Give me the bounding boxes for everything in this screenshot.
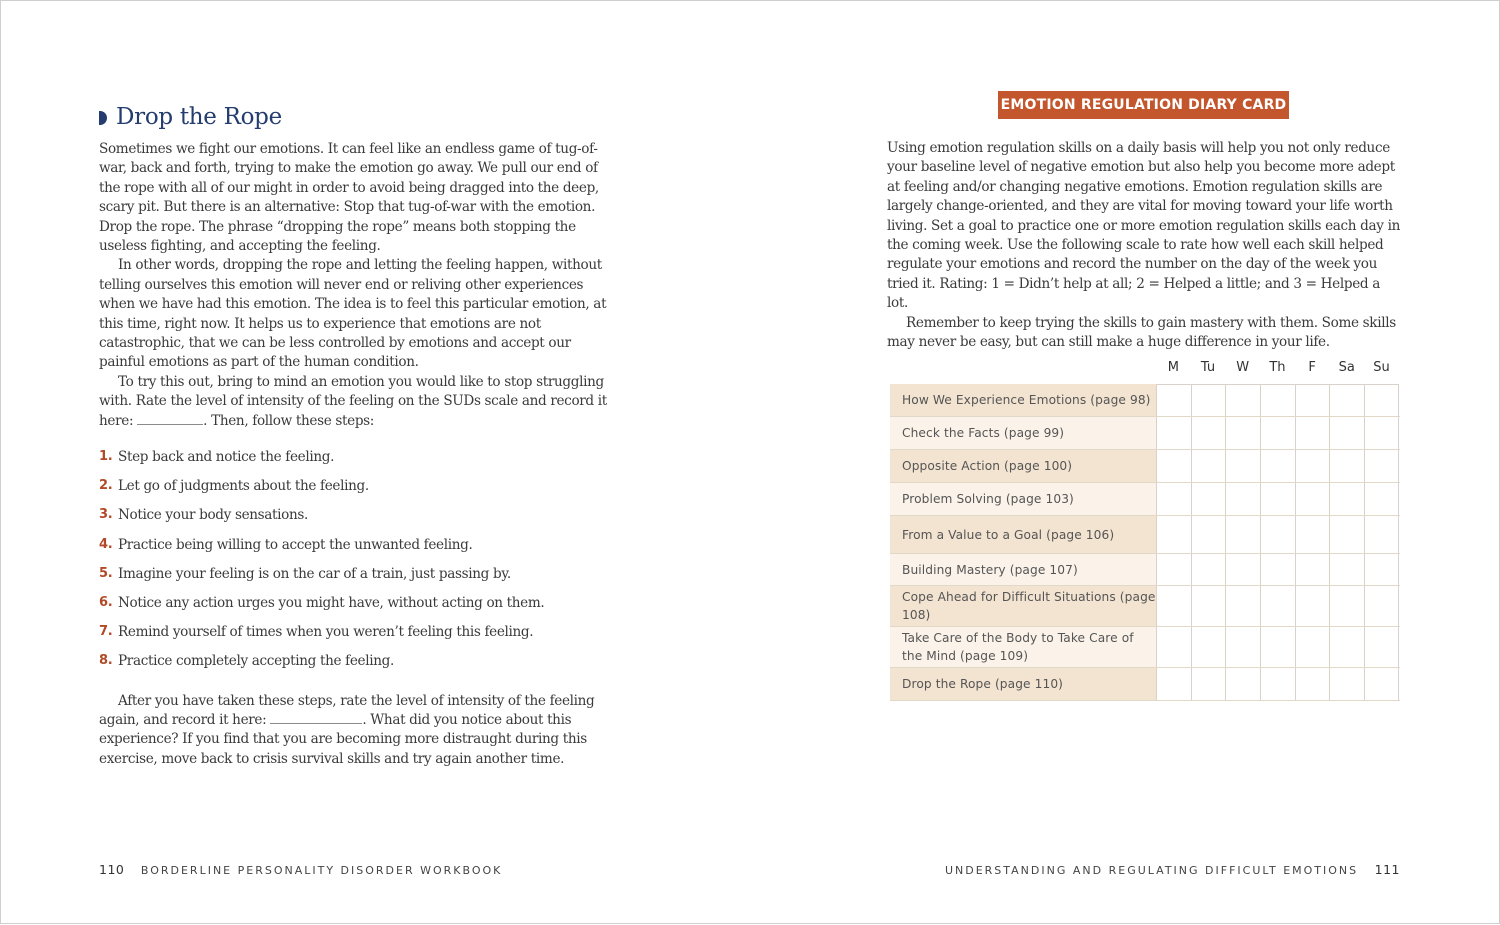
rating-cell[interactable]	[1225, 668, 1260, 700]
intro-paragraph: Sometimes we fight our emotions. It can feel like an endless game of tug-of-war, back and forth, trying to make the emotion go away. We pull our end of the rope with all of our might in order to avoid being dragged into the deep, scary pit. But there is an alternative: Stop that tug-of-war with the emotion. Drop the rope. The phrase “dropping the rope” means both stopping the useless fighting, and accepting the feeling.	[99, 141, 599, 255]
rating-cell[interactable]	[1295, 516, 1330, 553]
table-row	[890, 483, 1400, 516]
rating-cell[interactable]	[1364, 668, 1399, 700]
rating-cell[interactable]	[1260, 627, 1295, 667]
page-number: 110	[99, 862, 125, 877]
diary-intro-paragraph: Using emotion regulation skills on a daily basis will help you not only reduce your baseline level of negative emotion but also help you become more adept at feeling and/or changing negative emotions. Emotion regulation skills are largely change-oriented, and they are vital for moving toward your life worth living. Set a goal to practice one or more emotion regulation skills each day in the coming week. Use the following scale to rate how well each skill helped regulate your emotions and record the number on the day of the week you tried it. Rating: 1 = Didn’t help at all; 2 = Helped a little; and 3 = Helped a lot.	[887, 140, 1400, 312]
list-item	[99, 566, 614, 595]
followup-text-end: . What did you notice about this experience? If you find that you are becoming more distraught during this exercise, move back to crisis survival skills and try again another time.	[99, 712, 587, 767]
running-title: UNDERSTANDING AND REGULATING DIFFICULT EMOTIONS	[944, 864, 1359, 877]
list-item	[99, 478, 614, 507]
rating-cell[interactable]	[1260, 554, 1295, 585]
rating-cell[interactable]	[1364, 483, 1399, 515]
rating-cell[interactable]	[1156, 668, 1191, 700]
rating-cell[interactable]	[1191, 586, 1226, 626]
rating-cell[interactable]	[1225, 586, 1260, 626]
instruction-paragraph	[99, 373, 614, 431]
step-text: Remind yourself of times when you weren’t feeling this feeling.	[118, 624, 534, 641]
rating-cell[interactable]	[1329, 586, 1364, 626]
rating-cell[interactable]	[1191, 516, 1226, 553]
rating-cell[interactable]	[1329, 483, 1364, 515]
rating-cell[interactable]	[1260, 417, 1295, 449]
step-number: 1.	[99, 449, 113, 465]
diary-card-badge: EMOTION REGULATION DIARY CARD	[998, 91, 1289, 119]
step-text: Imagine your feeling is on the car of a train, just passing by.	[118, 565, 511, 582]
step-text: Let go of judgments about the feeling.	[118, 478, 369, 495]
rating-cell[interactable]	[1364, 586, 1399, 626]
step-number: 6.	[99, 595, 113, 611]
half-circle-bullet-icon	[99, 111, 107, 125]
intensity-record-blank	[270, 711, 362, 724]
diary-card-table	[890, 384, 1400, 701]
step-number: 5.	[99, 565, 113, 581]
rating-cell[interactable]	[1295, 554, 1330, 585]
rating-cell[interactable]	[1156, 483, 1191, 515]
rating-cell[interactable]	[1225, 450, 1260, 482]
rating-cell[interactable]	[1364, 516, 1399, 553]
list-item	[99, 537, 614, 566]
left-footer	[99, 862, 502, 877]
steps-list	[99, 449, 614, 683]
table-row	[890, 554, 1400, 586]
rating-cell[interactable]	[1191, 554, 1226, 585]
rating-cell[interactable]	[1225, 516, 1260, 553]
table-row	[890, 516, 1400, 554]
day-header: Sa	[1338, 360, 1355, 375]
rating-cell[interactable]	[1191, 627, 1226, 667]
day-header: M	[1167, 360, 1179, 375]
rating-cell[interactable]	[1329, 384, 1364, 416]
rating-cell[interactable]	[1295, 384, 1330, 416]
rating-cell[interactable]	[1260, 483, 1295, 515]
right-footer	[945, 862, 1400, 877]
table-row	[890, 627, 1400, 668]
rating-cell[interactable]	[1295, 668, 1330, 700]
step-number: 4.	[99, 536, 113, 552]
list-item	[99, 449, 614, 478]
followup-paragraph	[99, 692, 614, 770]
rating-cell[interactable]	[1156, 554, 1191, 585]
rating-cell[interactable]	[1225, 554, 1260, 585]
instruction-text: To try this out, bring to mind an emotion you would like to stop struggling with. Rate the level of intensity of the feeling on the SUDs scale and record it here:	[99, 373, 607, 429]
list-item	[99, 653, 614, 682]
rating-cell[interactable]	[1225, 417, 1260, 449]
rating-cell[interactable]	[1329, 668, 1364, 700]
skill-name: Cope Ahead for Difficult Situations (page 108)	[890, 586, 1156, 626]
section-heading	[99, 100, 614, 134]
page-number: 111	[1374, 862, 1400, 877]
table-row	[890, 668, 1400, 701]
step-number: 8.	[99, 653, 113, 669]
rating-cell[interactable]	[1364, 384, 1399, 416]
right-page	[887, 139, 1402, 352]
rating-cell[interactable]	[1156, 450, 1191, 482]
rating-cell[interactable]	[1364, 450, 1399, 482]
followup-text: After you have taken these steps, rate the level of intensity of the feeling again, and record it here:	[99, 692, 595, 728]
rating-cell[interactable]	[1156, 586, 1191, 626]
rating-cell[interactable]	[1191, 668, 1226, 700]
rating-cell[interactable]	[1191, 384, 1226, 416]
table-row	[890, 384, 1400, 417]
day-header: Tu	[1200, 360, 1216, 375]
step-text: Practice completely accepting the feeling.	[118, 653, 394, 670]
step-number: 7.	[99, 624, 113, 640]
rating-cell[interactable]	[1225, 384, 1260, 416]
rating-cell[interactable]	[1191, 417, 1226, 449]
explanation-paragraph: In other words, dropping the rope and letting the feeling happen, without telling ourselves this emotion will never end or reliving other experiences when we have had this emotion. The idea is to feel this particular emotion, at this time, right now. It helps us to experience that emotions are not catastrophic, that we can be less controlled by emotions and accept our painful emotions as part of the human condition.	[99, 257, 607, 371]
rating-cell[interactable]	[1260, 586, 1295, 626]
step-text: Step back and notice the feeling.	[118, 449, 335, 466]
skill-name: Problem Solving (page 103)	[890, 483, 1156, 515]
rating-cell[interactable]	[1260, 384, 1295, 416]
day-header: Su	[1373, 360, 1390, 375]
section-title: Drop the Rope	[116, 104, 282, 130]
day-header: Th	[1269, 360, 1286, 375]
rating-cell[interactable]	[1364, 417, 1399, 449]
rating-cell[interactable]	[1295, 450, 1330, 482]
rating-cell[interactable]	[1329, 516, 1364, 553]
rating-cell[interactable]	[1191, 483, 1226, 515]
running-title: BORDERLINE PERSONALITY DISORDER WORKBOOK	[140, 864, 503, 877]
table-row	[890, 586, 1400, 627]
rating-cell[interactable]	[1260, 516, 1295, 553]
skill-name: From a Value to a Goal (page 106)	[890, 516, 1156, 553]
day-header: W	[1236, 360, 1250, 375]
skill-name: Take Care of the Body to Take Care of the Mind (page 109)	[890, 627, 1156, 667]
skill-name: Building Mastery (page 107)	[890, 554, 1156, 585]
rating-cell[interactable]	[1295, 627, 1330, 667]
rating-cell[interactable]	[1329, 554, 1364, 585]
rating-cell[interactable]	[1156, 384, 1191, 416]
rating-cell[interactable]	[1329, 417, 1364, 449]
rating-cell[interactable]	[1225, 627, 1260, 667]
rating-cell[interactable]	[1364, 554, 1399, 585]
rating-cell[interactable]	[1295, 483, 1330, 515]
skill-name: Opposite Action (page 100)	[890, 450, 1156, 482]
list-item	[99, 624, 614, 653]
rating-cell[interactable]	[1260, 668, 1295, 700]
diary-reminder-paragraph: Remember to keep trying the skills to gain mastery with them. Some skills may never be easy, but can still make a huge difference in your life.	[887, 314, 1396, 351]
table-row	[890, 417, 1400, 450]
skill-name: Drop the Rope (page 110)	[890, 668, 1156, 700]
suds-record-blank	[137, 412, 203, 425]
day-headers	[1156, 360, 1399, 375]
list-item	[99, 507, 614, 536]
left-page	[99, 100, 614, 769]
rating-cell[interactable]	[1191, 450, 1226, 482]
step-text: Notice your body sensations.	[118, 507, 308, 524]
rating-cell[interactable]	[1295, 586, 1330, 626]
rating-cell[interactable]	[1260, 450, 1295, 482]
step-text: Notice any action urges you might have, without acting on them.	[118, 595, 545, 612]
rating-cell[interactable]	[1156, 516, 1191, 553]
step-number: 3.	[99, 507, 113, 523]
rating-cell[interactable]	[1329, 627, 1364, 667]
rating-cell[interactable]	[1156, 627, 1191, 667]
skill-name: Check the Facts (page 99)	[890, 417, 1156, 449]
step-text: Practice being willing to accept the unwanted feeling.	[118, 536, 473, 553]
rating-cell[interactable]	[1156, 417, 1191, 449]
rating-cell[interactable]	[1364, 627, 1399, 667]
day-header: F	[1308, 360, 1316, 375]
list-item	[99, 595, 614, 624]
instruction-text-end: . Then, follow these steps:	[203, 412, 375, 429]
step-number: 2.	[99, 478, 113, 494]
skill-name: How We Experience Emotions (page 98)	[890, 384, 1156, 416]
rating-cell[interactable]	[1225, 483, 1260, 515]
rating-cell[interactable]	[1295, 417, 1330, 449]
table-row	[890, 450, 1400, 483]
rating-cell[interactable]	[1329, 450, 1364, 482]
